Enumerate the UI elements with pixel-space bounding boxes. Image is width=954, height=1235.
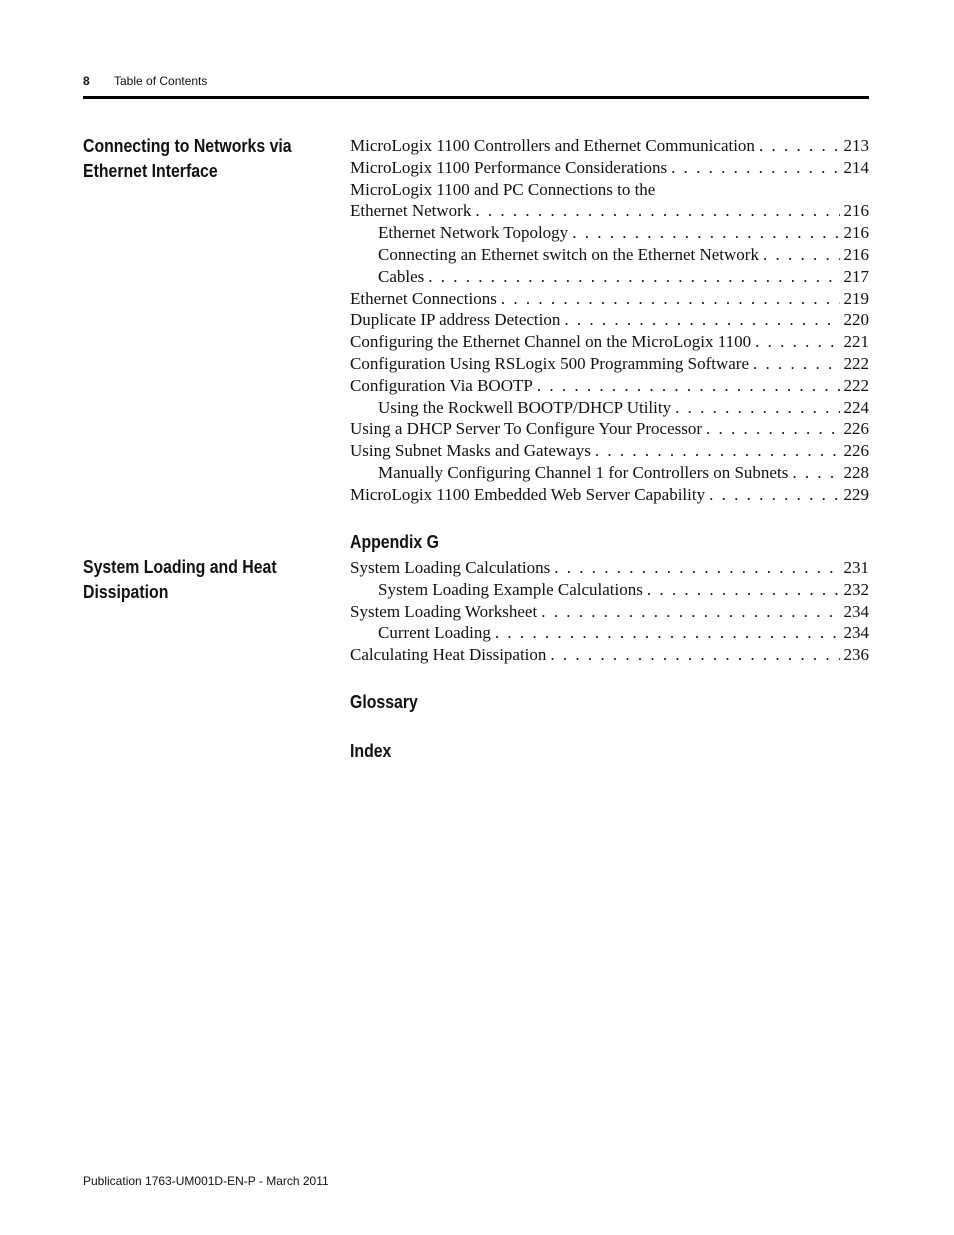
toc-entry[interactable] [350,354,869,376]
toc-entry-title: Ethernet Connections [350,288,497,308]
toc-entry[interactable] [350,223,869,245]
toc-entry-title: Connecting an Ethernet switch on the Ethernet Network [378,244,759,264]
toc-dot-leader [537,376,840,396]
toc-entry-page: 232 [843,579,869,599]
toc-dot-leader [595,441,840,461]
toc-entry-page: 236 [843,645,869,665]
toc-dot-leader [763,245,840,265]
toc-entry-page: 229 [843,484,869,504]
toc-dot-leader [541,602,839,622]
toc-dot-leader [759,136,840,156]
running-header-title: Table of Contents [114,74,208,88]
toc-entry[interactable] [350,463,869,485]
toc-entry[interactable] [350,158,869,180]
toc-entry[interactable] [350,136,869,158]
toc-entry-page: 214 [843,157,869,177]
toc-entry[interactable] [350,201,869,223]
section-heading-system-loading [83,555,294,605]
toc-entry-title: System Loading Calculations [350,558,551,577]
appendix-g-heading[interactable]: Appendix G [350,532,439,552]
toc-entry-title: Duplicate IP address Detection [350,310,561,330]
toc-entry[interactable] [350,245,869,267]
toc-entry[interactable] [350,398,869,420]
toc-entry-title: Configuration Using RSLogix 500 Programming Software [350,353,750,373]
toc-dot-leader [554,558,839,578]
toc-entry[interactable] [350,376,869,398]
publication-footer: Publication 1763-UM001D-EN-P - March 2011 [83,1174,329,1188]
toc-entry[interactable] [350,267,869,289]
toc-entry[interactable] [350,441,869,463]
page-number: 8 [83,74,90,88]
section-heading-line: Dissipation [83,582,169,602]
toc-entry-title: MicroLogix 1100 and PC Connections to the [350,179,656,199]
toc-entry[interactable] [350,623,869,645]
index-heading[interactable]: Index [350,741,392,761]
toc-entry-page: 216 [843,201,869,221]
toc-entry-title: Current Loading [378,623,491,643]
toc-entry-page: 219 [843,288,869,308]
toc-entry-page: 234 [843,623,869,643]
toc-entry-page: 231 [843,558,869,577]
toc-dot-leader [671,158,839,178]
toc-dot-leader [495,623,840,643]
section-heading-networks [83,134,294,184]
toc-entry-page: 226 [843,419,869,439]
toc-entry[interactable] [350,580,869,602]
section-heading-line: Ethernet Interface [83,161,218,181]
toc-entry-page: 222 [843,375,869,395]
toc-entry-title: System Loading Worksheet [350,601,538,621]
toc-dot-leader [647,580,840,600]
toc-dot-leader [675,398,839,418]
toc-dot-leader [501,289,840,309]
section-heading-line: System Loading and Heat [83,557,277,577]
toc-entry-title: Using Subnet Masks and Gateways [350,441,591,461]
toc-entry-page: 226 [843,441,869,461]
toc-entry-page: 216 [843,223,869,243]
toc-entry-title: Cables [378,266,425,286]
toc-entry-title: Configuring the Ethernet Channel on the MicroLogix 1100 [350,332,752,352]
toc-dot-leader [792,463,839,483]
toc-dot-leader [753,354,839,374]
toc-entry[interactable] [350,645,869,667]
toc-entry-title: Using a DHCP Server To Configure Your Processor [350,419,703,439]
toc-entry-title: MicroLogix 1100 Embedded Web Server Capability [350,484,706,504]
toc-entry-page: 217 [843,266,869,286]
section-heading-line: Connecting to Networks via [83,136,292,156]
toc-dot-leader [709,485,839,505]
toc-entry-page: 234 [843,601,869,621]
header-rule [83,96,869,99]
toc-list-system-loading [350,558,869,667]
toc-entry[interactable] [350,332,869,354]
toc-entry[interactable] [350,602,869,624]
toc-dot-leader [755,332,839,352]
toc-entry-title: Using the Rockwell BOOTP/DHCP Utility [378,397,672,417]
toc-entry[interactable] [350,419,869,441]
glossary-heading[interactable]: Glossary [350,692,418,712]
toc-entry-title: MicroLogix 1100 Performance Considerations [350,157,668,177]
toc-list-networks [350,136,869,507]
toc-dot-leader [475,201,839,221]
toc-dot-leader [550,645,839,665]
toc-entry-title: MicroLogix 1100 Controllers and Ethernet Communication [350,136,755,155]
toc-entry-page: 220 [843,310,869,330]
toc-entry[interactable] [350,558,869,580]
toc-entry-page: 222 [843,353,869,373]
toc-entry-page: 216 [843,244,869,264]
toc-entry-page: 224 [843,397,869,417]
toc-entry-title: Ethernet Network [350,201,472,221]
toc-entry-title: Manually Configuring Channel 1 for Controllers on Subnets [378,462,789,482]
toc-entry-title: System Loading Example Calculations [378,579,643,599]
toc-dot-leader [706,419,839,439]
toc-entry-page: 228 [843,462,869,482]
toc-dot-leader [428,267,839,287]
toc-entry[interactable] [350,485,869,507]
toc-entry[interactable] [350,310,869,332]
toc-entry-page: 213 [843,136,869,155]
toc-entry-title: Calculating Heat Dissipation [350,645,547,665]
toc-entry-title: Ethernet Network Topology [378,223,569,243]
toc-entry[interactable] [350,289,869,311]
toc-dot-leader [564,310,839,330]
toc-dot-leader [572,223,839,243]
toc-entry-title: Configuration Via BOOTP [350,375,533,395]
toc-entry-page: 221 [843,332,869,352]
toc-entry[interactable] [350,180,869,202]
